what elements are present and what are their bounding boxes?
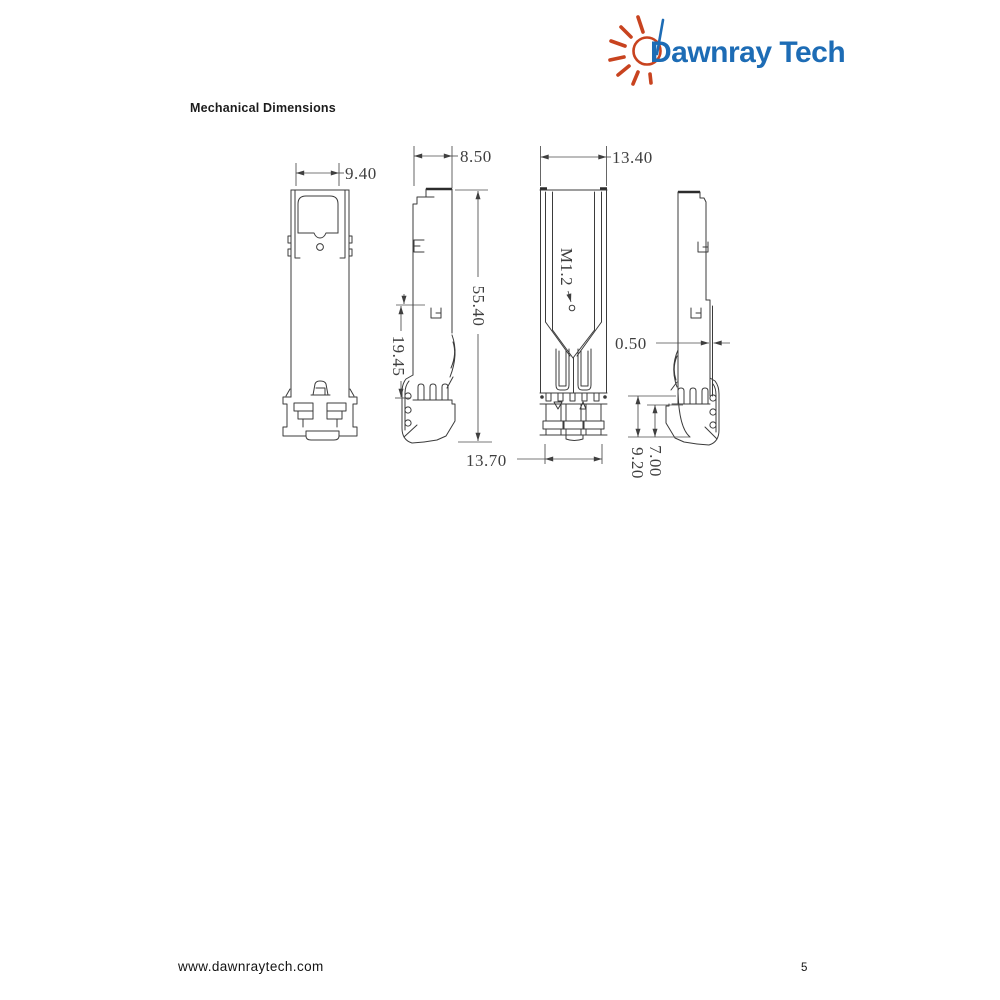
dimension-rear-length [389, 294, 425, 398]
dimension-pin-depth [646, 405, 683, 477]
dimension-label-55-40: 55.40 [469, 285, 488, 327]
side-view-left [402, 189, 455, 443]
logo-text: Dawnray Tech [650, 36, 846, 69]
bottom-view [540, 189, 607, 441]
side-view-right [666, 192, 719, 445]
dimension-overall-bottom-width [466, 444, 602, 470]
dimension-bottom-width [541, 146, 653, 186]
dimension-label-13-70: 13.70 [466, 451, 507, 470]
company-logo [608, 8, 858, 92]
dimension-label-0-50: 0.50 [615, 334, 647, 353]
dimension-side-top-width [414, 146, 492, 188]
mechanical-drawing [278, 138, 750, 490]
screw-thread-label [557, 248, 576, 311]
label-m1-2: M1.2 [557, 247, 576, 287]
dimension-front-width [296, 163, 377, 186]
dimension-label-8-50: 8.50 [460, 147, 492, 166]
dimension-body-length [455, 190, 492, 442]
front-view [283, 190, 357, 440]
dimension-label-9-40: 9.40 [345, 164, 377, 183]
page-title: Mechanical Dimensions [190, 101, 336, 115]
footer-website: www.dawnraytech.com [178, 959, 324, 974]
dimension-label-19-45: 19.45 [389, 335, 408, 377]
dimension-label-7-00: 7.00 [646, 445, 665, 477]
footer-page-number: 5 [801, 962, 808, 974]
dimension-label-9-20: 9.20 [628, 447, 647, 479]
dimension-label-13-40: 13.40 [612, 148, 653, 167]
